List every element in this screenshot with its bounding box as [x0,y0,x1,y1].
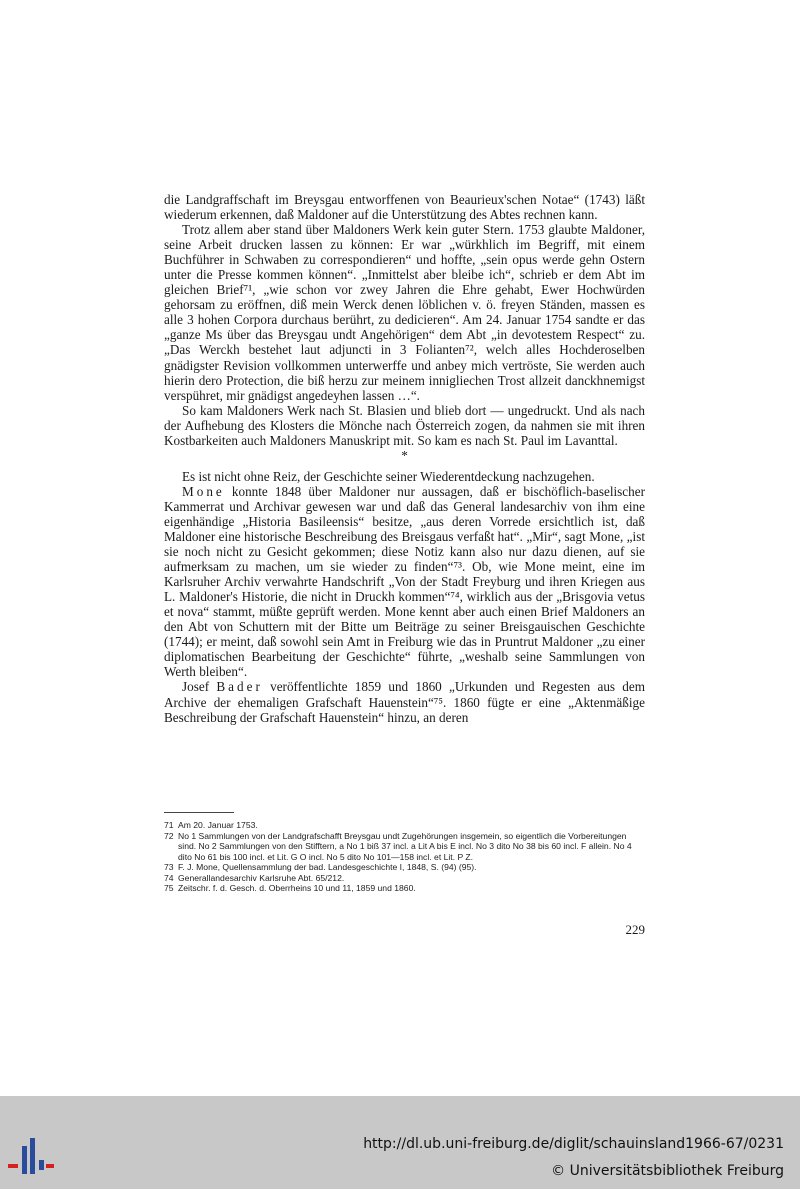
paragraph-2: Trotz allem aber stand über Maldoners Werk kein guter Stern. 1753 glaubte Maldoner, seine Arbeit drucken lassen zu können: Er war „würkhlich im Begriff, mit einem Buchführer in Schwaben zu correspondieren“ und hoffte, „sein opus werde gehn Ostern unter die Presse kommen können“. „Inmittelst aber bleibe ich“, schrieb er dem Abt im gleichen Brief⁷¹, „wie schon vor zwey Jahren die Ehre gehabt, Ewer Hochwürden gehorsam zu eröffnen, diß mein Werck denen löblichen v. ö. freyen Ständen, massen es alle 3 hohen Corpora durchaus berührt, zu dedicieren“. Am 24. Januar 1754 sandte er das „ganze Ms über das Breysgau undt Angehörigen“ dem Abt „in devotestem Respect“ zu. „Das Werckh bestehet laut adjuncti in 3 Folianten⁷², welch alles Hochderoselben gnädigster Revision vollkommen unterwerffe und anbey mich vertröste, Sie werden auch hierin dero Protection, die biß herzu zur meinem innigliechen Trost allzeit danckhnemigst verspühret, mir gnädigst angedeyhen lassen …“. [164,222,645,403]
footnotes [164,820,645,894]
name-mone: Mone [182,483,225,499]
ub-freiburg-logo-icon [8,1138,54,1174]
paragraph-4: Es ist nicht ohne Reiz, der Geschichte seiner Wiederentdeckung nachzugehen. [182,468,595,484]
footnote: 75 Zeitschr. f. d. Gesch. d. Oberrheins 10 und 11, 1859 und 1860. [164,883,416,893]
paragraph-1: die Landgraffschaft im Breysgau entworffenen von Beaurieux'schen Notae“ (1743) läßt wiederum erkennen, daß Maldoner auf die Unterstützung des Abtes rechnen kann. [164,192,645,223]
paragraph-6-first: Josef [182,679,217,695]
section-separator: * [401,447,408,463]
permalink-url[interactable]: http://dl.ub.uni-freiburg.de/diglit/schauinsland1966-67/0231 [363,1136,784,1152]
copyright-notice: © Universitätsbibliothek Freiburg [551,1163,784,1179]
name-bader: Bader [216,679,263,695]
paragraph-5 [164,484,645,680]
footnote-divider [164,812,234,813]
paragraph-5-text: konnte 1848 über Maldoner nur aussagen, daß er bischöflich-baselischer Kammerrat und Archivar gewesen war und daß das General landesarchiv von ihm eine eigenhändige „Historia Basileensis“ besitze, „aus deren Vorrede ersichtlich ist, daß Maldoner eine historische Beschreibung des Breisgaus verfaßt hat“. „Mir“, sagt Mone, „ist sie noch nicht zu Gesicht gekommen; diese Notiz kann also nur dazu dienen, auf sie aufmerksam zu machen, um sie wieder zu finden“⁷³. Ob, wie Mone meint, eine im Karlsruher Archiv verwahrte Handschrift „Von der Stadt Freyburg und ihren Kriegen aus L. Maldoner's Historie, die nicht in Druckh kommen“⁷⁴, wirklich aus der „Brisgovia vetus et nova“ stammt, müßte geprüft werden. Mone kennt aber auch einen Brief Maldoners an den Abt von Schuttern mit der Bitte um Beiträge zu seiner Breisgauischen Geschichte (1744); er meint, daß sowohl sein Amt in Freiburg wie das in Pruntrut Maldoner „zu einer diplomatischen Bearbeitung der Geschichte“ führte, „weshalb seine Sammlungen von Werth bleiben“. [164,483,645,680]
paragraph-3: So kam Maldoners Werk nach St. Blasien und blieb dort — ungedruckt. Und als nach der Aufhebung des Klosters die Mönche nach Österreich zogen, da nahmen sie mit ihren Kostbarkeiten auch Maldoners Manuskript mit. So kam es nach St. Paul im Lavanttal. [164,402,645,448]
footnote: 71 Am 20. Januar 1753. [164,820,258,830]
footnote: 74 Generallandesarchiv Karlsruhe Abt. 65/212. [164,872,345,883]
footnote: 73 F. J. Mone, Quellensammlung der bad. Landesgeschichte I, 1848, S. (94) (95). [164,862,477,872]
footnote: 72 No 1 Sammlungen von der Landgrafschafft Breysgau undt Zugehörungen insgemein, so eigentlich die Vorbereitungen sind. No 2 Sammlungen von den Stifftern, a No 1 biß 37 incl. a Lit A bis E incl. No 3 dito No 38 bis 60 incl. F allein. No 4 dito No 61 bis 100 incl. et Lit. G O incl. No 5 dito No 101—158 incl. et Lit. P Z. [164,830,632,862]
paragraph-6 [164,679,645,724]
body-text [164,192,645,725]
paragraph-6-text: veröffentlichte 1859 und 1860 „Urkunden und Regesten aus dem Archive der ehemaligen Grafschaft Hauenstein“⁷⁵. 1860 fügte er eine „Aktenmäßige Beschreibung der Grafschaft Hauenstein“ hinzu, an deren [164,679,646,725]
page-number: 229 [625,922,645,937]
